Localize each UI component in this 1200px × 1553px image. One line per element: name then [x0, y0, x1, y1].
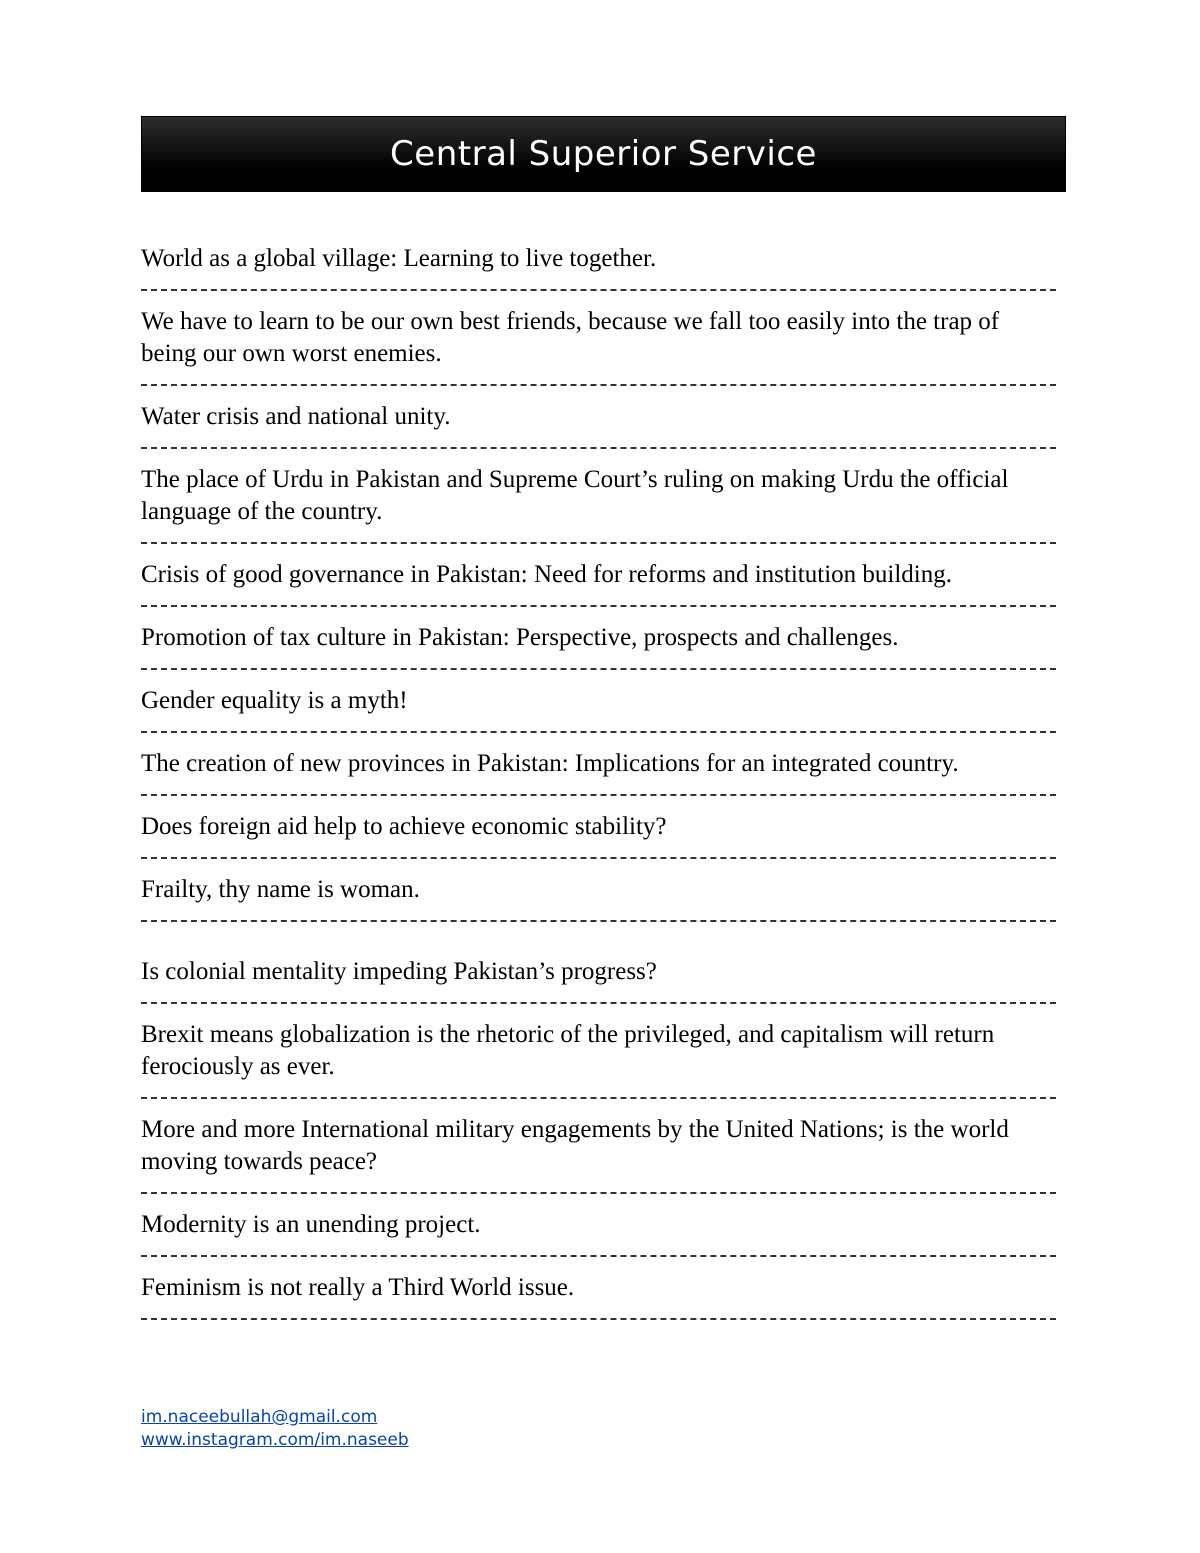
topic-text: Does foreign aid help to achieve economic stability? [141, 813, 667, 840]
topic-item [141, 956, 1056, 1019]
header-banner [141, 116, 1066, 192]
topic-item [141, 559, 1056, 622]
dashed-separator [141, 717, 1056, 748]
topic-text: Promotion of tax culture in Pakistan: Perspective, prospects and challenges. [141, 624, 899, 651]
topic-item [141, 811, 1056, 874]
topic-item [141, 1272, 1056, 1335]
dashed-separator [141, 433, 1056, 464]
dashed-separator [141, 591, 1056, 622]
dashed-separator [141, 1304, 1056, 1335]
topic-item [141, 1114, 1056, 1209]
instagram-link[interactable]: www.instagram.com/im.naseeb [141, 1430, 409, 1450]
topic-list [141, 243, 1056, 1335]
topic-text: Is colonial mentality impeding Pakistan’s progress? [141, 958, 657, 985]
dashed-separator [141, 843, 1056, 874]
topic-item [141, 401, 1056, 464]
topic-text: Modernity is an unending project. [141, 1211, 481, 1238]
topic-item [141, 1019, 1056, 1114]
dashed-separator [141, 370, 1056, 401]
topic-text: Water crisis and national unity. [141, 403, 451, 430]
dashed-separator [141, 654, 1056, 685]
topic-text: Brexit means globalization is the rhetoric of the privileged, and capitalism will return ferociously as ever. [141, 1021, 995, 1080]
topic-item [141, 874, 1056, 956]
topic-item [141, 1209, 1056, 1272]
topic-text: The creation of new provinces in Pakistan: Implications for an integrated country. [141, 750, 959, 777]
topic-text: Crisis of good governance in Pakistan: Need for reforms and institution building. [141, 561, 952, 588]
topic-text: More and more International military engagements by the United Nations; is the world moving towards peace? [141, 1116, 1009, 1175]
dashed-separator [141, 780, 1056, 811]
dashed-separator [141, 1241, 1056, 1272]
page-title: Central Superior Service [390, 134, 817, 174]
dashed-separator [141, 275, 1056, 306]
topic-item [141, 464, 1056, 559]
email-link[interactable]: im.naceebullah@gmail.com [141, 1407, 378, 1427]
dashed-separator [141, 1178, 1056, 1209]
dashed-separator [141, 1083, 1056, 1114]
topic-text: Gender equality is a myth! [141, 687, 408, 714]
footer-links [141, 1406, 409, 1452]
topic-text: Feminism is not really a Third World issue. [141, 1274, 575, 1301]
dashed-separator [141, 988, 1056, 1019]
topic-item [141, 622, 1056, 685]
topic-text: Frailty, thy name is woman. [141, 876, 420, 903]
topic-text: We have to learn to be our own best friends, because we fall too easily into the trap of being our own worst enemies. [141, 308, 1000, 367]
topic-text: The place of Urdu in Pakistan and Supreme Court’s ruling on making Urdu the official language of the country. [141, 466, 1009, 525]
topic-item [141, 748, 1056, 811]
topic-item [141, 243, 1056, 306]
dashed-separator [141, 528, 1056, 559]
topic-item [141, 306, 1056, 401]
topic-item [141, 685, 1056, 748]
dashed-separator [141, 906, 1056, 956]
topic-text: World as a global village: Learning to live together. [141, 245, 657, 272]
